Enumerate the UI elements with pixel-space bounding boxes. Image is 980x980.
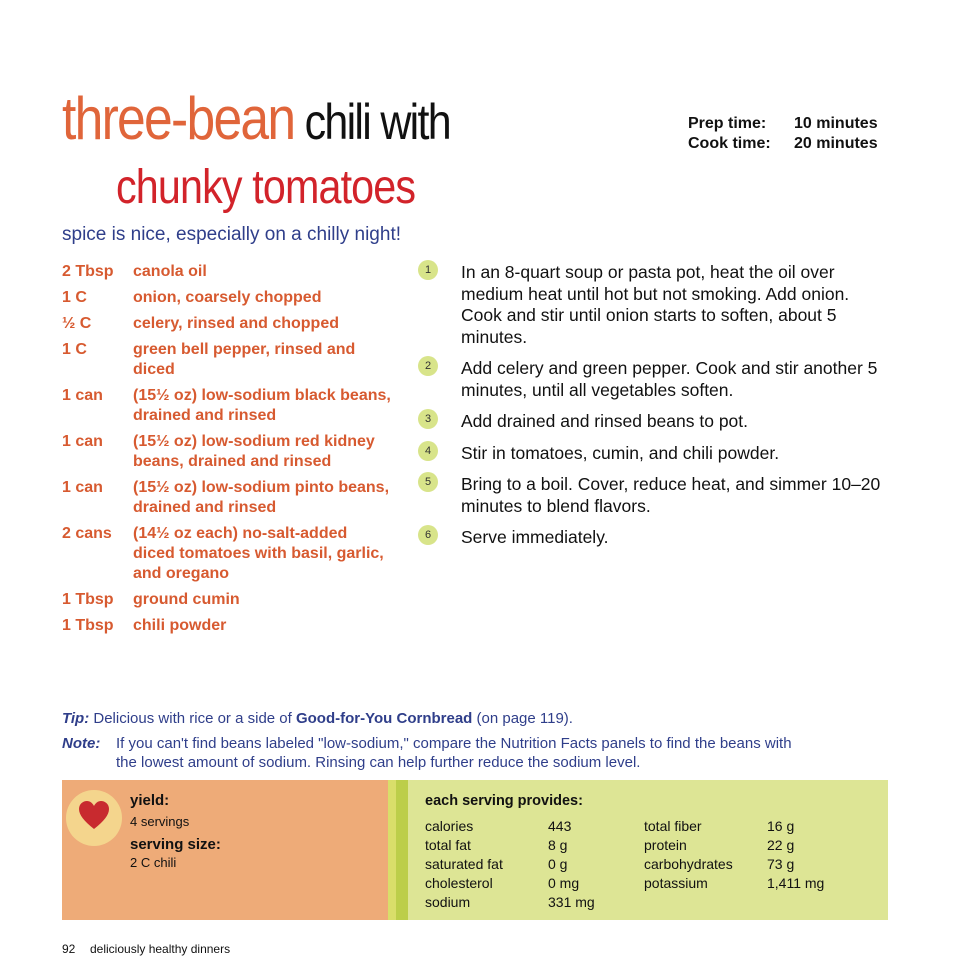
nutrient-name: sodium xyxy=(425,894,471,910)
prep-time-value: 10 minutes xyxy=(794,115,878,132)
title-three-bean: three-bean xyxy=(62,85,295,152)
note-label: Note: xyxy=(62,735,101,752)
nutrient-row xyxy=(425,817,595,836)
nutrient-row xyxy=(644,874,824,893)
nutrient-name: carbohydrates xyxy=(644,856,733,872)
ingredient-amount: ½ C xyxy=(62,315,92,332)
prep-time-label: Prep time: xyxy=(688,115,767,132)
ingredient-item xyxy=(62,288,392,308)
cook-time-label: Cook time: xyxy=(688,135,771,152)
nutrient-row xyxy=(425,836,595,855)
nutrition-column-2 xyxy=(644,817,824,893)
nutrient-name: total fat xyxy=(425,837,471,853)
nutrient-name: potassium xyxy=(644,875,708,891)
ingredient-item xyxy=(62,524,392,584)
ingredient-item xyxy=(62,314,392,334)
direction-step xyxy=(418,527,888,549)
nutrient-value: 1,411 mg xyxy=(767,875,825,891)
ingredient-item xyxy=(62,590,392,610)
direction-step xyxy=(418,262,888,348)
ingredient-item xyxy=(62,478,392,518)
ingredient-amount: 1 Tbsp xyxy=(62,617,114,634)
step-text: Add drained and rinsed beans to pot. xyxy=(461,411,749,431)
ingredient-amount: 1 can xyxy=(62,433,103,450)
step-number-badge: 6 xyxy=(418,525,438,545)
step-number-badge: 4 xyxy=(418,441,438,461)
nutrient-value: 73 g xyxy=(767,856,795,872)
ingredient-item xyxy=(62,262,392,282)
step-text: Serve immediately. xyxy=(461,527,609,547)
cook-time-row xyxy=(688,134,878,154)
ingredient-amount: 2 cans xyxy=(62,525,112,542)
ingredient-desc: (15½ oz) low-sodium red kidney beans, drained and rinsed xyxy=(133,433,375,470)
note-line1: If you can't find beans labeled "low-sodium," compare the Nutrition Facts panels to find the beans with xyxy=(116,735,792,752)
tip-paragraph xyxy=(62,709,902,728)
nutrient-name: total fiber xyxy=(644,818,702,834)
tip-label: Tip: xyxy=(62,710,90,727)
nutrient-row xyxy=(425,893,595,912)
step-text: Stir in tomatoes, cumin, and chili powder. xyxy=(461,442,780,463)
ingredient-desc: (15½ oz) low-sodium black beans, drained and rinsed xyxy=(133,387,391,424)
ingredient-amount: 1 can xyxy=(62,387,103,404)
step-number-badge: 5 xyxy=(418,472,438,492)
nutrient-name: protein xyxy=(644,837,687,853)
ingredient-desc: canola oil xyxy=(133,263,207,280)
ingredient-amount: 2 Tbsp xyxy=(62,263,114,280)
ingredient-item xyxy=(62,432,392,472)
heart-icon xyxy=(78,800,110,832)
recipe-times xyxy=(688,114,878,154)
recipe-title-line1 xyxy=(62,84,450,157)
nutrient-value: 0 mg xyxy=(548,875,580,891)
cook-time-value: 20 minutes xyxy=(794,135,878,152)
note-paragraph xyxy=(62,734,902,772)
prep-time-row xyxy=(688,114,878,134)
title-chili-with: chili with xyxy=(294,94,450,150)
nutrient-value: 0 g xyxy=(548,856,568,872)
nutrient-value: 331 mg xyxy=(548,894,595,910)
page-footer xyxy=(62,942,230,956)
step-number-badge: 1 xyxy=(418,260,438,280)
nutrition-column-1 xyxy=(425,817,595,912)
ingredient-amount: 1 C xyxy=(62,341,87,358)
recipe-subtitle: spice is nice, especially on a chilly night! xyxy=(62,224,402,245)
nutrient-name: cholesterol xyxy=(425,875,493,891)
nutrient-name: calories xyxy=(425,818,474,834)
step-number-badge: 3 xyxy=(418,409,438,429)
direction-step xyxy=(418,358,888,401)
page-number: 92 xyxy=(62,942,76,956)
nutrient-value: 16 g xyxy=(767,818,795,834)
direction-step xyxy=(418,443,888,465)
serving-size-label: serving size: xyxy=(130,836,221,853)
nutrient-value: 8 g xyxy=(548,837,568,853)
recipe-title-line2: chunky tomatoes xyxy=(116,161,416,214)
step-number-badge: 2 xyxy=(418,356,438,376)
ingredient-amount: 1 can xyxy=(62,479,103,496)
ingredient-desc: (15½ oz) low-sodium pinto beans, drained and rinsed xyxy=(133,479,390,516)
cornbread-recipe-link[interactable]: Good-for-You Cornbread xyxy=(295,710,473,727)
direction-step xyxy=(418,411,888,433)
nutrient-value: 22 g xyxy=(767,837,795,853)
note-line2: the lowest amount of sodium. Rinsing can help further reduce the sodium level. xyxy=(116,754,641,771)
directions-list xyxy=(418,262,888,559)
yield-value: 4 servings xyxy=(130,814,190,829)
ingredient-item xyxy=(62,340,392,380)
ingredient-item xyxy=(62,386,392,426)
ingredient-desc: celery, rinsed and chopped xyxy=(133,315,339,332)
step-text: Bring to a boil. Cover, reduce heat, and simmer 10–20 minutes to blend flavors. xyxy=(461,474,881,516)
nutrient-row xyxy=(425,874,595,893)
step-text: Add celery and green pepper. Cook and stir another 5 minutes, until all vegetables soften. xyxy=(461,358,878,400)
ingredient-desc: green bell pepper, rinsed and diced xyxy=(133,341,356,378)
nutrient-value: 443 xyxy=(548,818,572,834)
ingredient-desc: onion, coarsely chopped xyxy=(133,289,322,306)
nutrition-heading: each serving provides: xyxy=(425,793,583,809)
tip-text-before: Delicious with rice or a side of xyxy=(89,710,296,727)
nutrient-row xyxy=(425,855,595,874)
book-title: deliciously healthy dinners xyxy=(90,942,231,956)
nutrient-name: saturated fat xyxy=(425,856,503,872)
serving-size-value: 2 C chili xyxy=(130,855,177,870)
ingredient-desc: chili powder xyxy=(133,617,227,634)
ingredient-amount: 1 C xyxy=(62,289,87,306)
nutrient-row xyxy=(644,855,824,874)
nutrient-row xyxy=(644,836,824,855)
ingredient-amount: 1 Tbsp xyxy=(62,591,114,608)
direction-step xyxy=(418,474,888,517)
divider-stripe xyxy=(388,780,396,920)
nutrient-row xyxy=(644,817,824,836)
step-text: In an 8-quart soup or pasta pot, heat the oil over medium heat until hot but not smoking. Add onion. Cook and stir until onion starts to soften, about 5 minutes. xyxy=(461,262,850,347)
ingredient-desc: ground cumin xyxy=(133,591,240,608)
ingredient-item xyxy=(62,616,392,636)
tip-text-after: (on page 119). xyxy=(472,710,573,727)
yield-label: yield: xyxy=(130,792,170,809)
ingredient-desc: (14½ oz each) no-salt-added diced tomatoes with basil, garlic, and oregano xyxy=(133,525,384,582)
divider-stripe xyxy=(396,780,408,920)
ingredient-list xyxy=(62,262,392,642)
